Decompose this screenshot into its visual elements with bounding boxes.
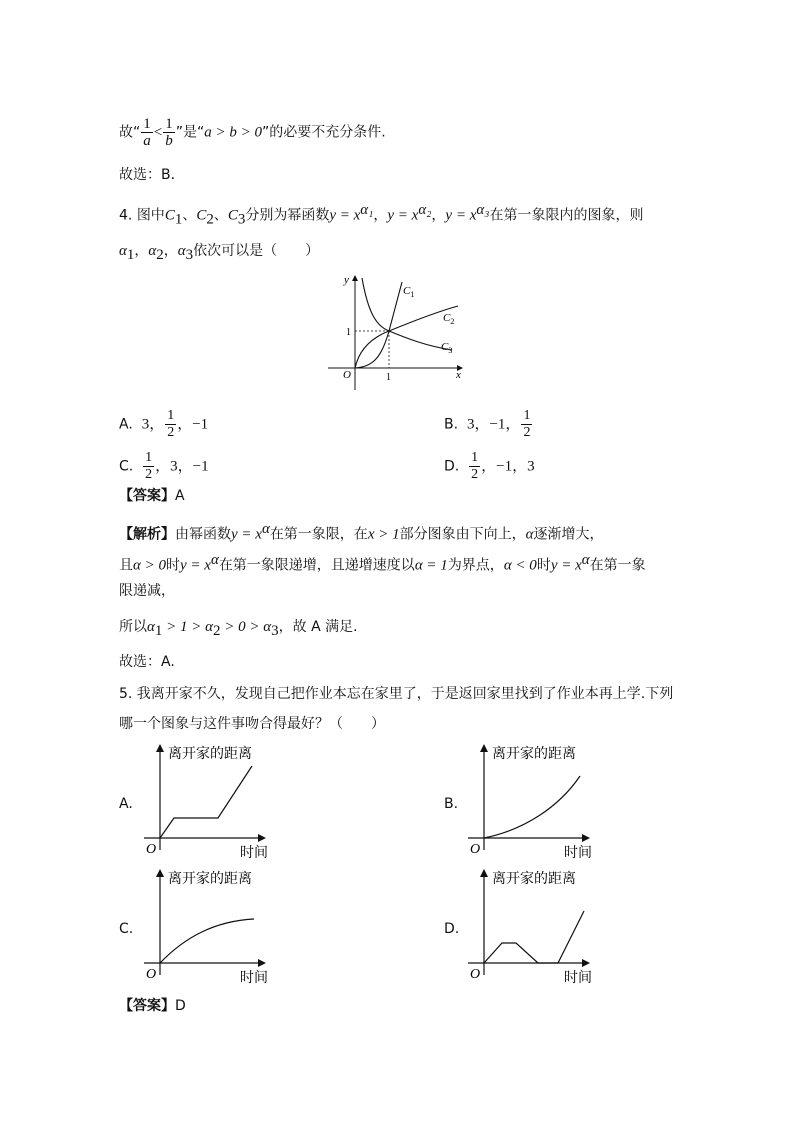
- axis-x-label: x: [456, 369, 461, 381]
- tick-y-1: 1: [346, 327, 351, 338]
- trace-c: [160, 919, 254, 963]
- q4-option-d[interactable]: D. $\frac{1}{2}$ ，−1，3: [444, 450, 535, 482]
- q5-stem-line2: 哪一个图象与这件事吻合得最好？（ ）: [119, 716, 385, 732]
- svg-text:时间: 时间: [564, 970, 592, 986]
- q4-stem-line1: 4. 图中$C_1$、$C_2$、$C_3$分别为幂函数$y = x^{\alpha_1}$，$y = x^{\alpha_2}$，$y = x^{\alpha_3}$在第一象限内的图象，则: [119, 202, 644, 228]
- svg-text:离开家的距离: 离开家的距离: [492, 871, 576, 887]
- q4-option-a[interactable]: A. 3， $\frac{1}{2}$ ，−1: [119, 408, 209, 440]
- line-choose-b: 故选：B．: [119, 167, 185, 183]
- q4-analysis-line3: 限递减，: [119, 583, 175, 599]
- trace-d: [484, 911, 584, 963]
- q5-graph-b[interactable]: [464, 742, 604, 862]
- q4-power-function-graph: [326, 272, 468, 394]
- q4-option-b[interactable]: B. 3，−1， $\frac{1}{2}$: [444, 408, 531, 440]
- q4-option-c[interactable]: C. $\frac{1}{2}$ ，3，−1: [119, 450, 209, 482]
- fraction-1-over-a: $\frac{1}{a}$: [143, 116, 151, 149]
- q5-graph-a[interactable]: [140, 742, 280, 862]
- q4-stem-line2: $\alpha_1$，$\alpha_2$，$\alpha_3$依次可以是（ ）: [119, 243, 320, 263]
- label-c3: $C_3$: [441, 341, 453, 355]
- svg-text:离开家的距离: 离开家的距离: [168, 871, 252, 887]
- q5-label-c[interactable]: C.: [119, 921, 134, 937]
- svg-text:离开家的距离: 离开家的距离: [492, 746, 576, 762]
- line-conclusion: 故“ $\frac{1}{a}$ < $\frac{1}{b}$ ”是“a > b > 0”的必要不充分条件.: [119, 116, 386, 149]
- q5-graph-d[interactable]: [464, 867, 604, 987]
- label-c1: $C_1$: [403, 285, 415, 299]
- svg-text:O: O: [470, 967, 481, 982]
- tick-x-1: 1: [386, 372, 391, 383]
- axis-y-label: y: [344, 274, 349, 286]
- origin-label: O: [343, 369, 351, 381]
- q5-answer: 【答案】D: [119, 998, 186, 1014]
- label-c2: $C_2$: [443, 312, 455, 326]
- q5-stem-line1: 5. 我离开家不久，发现自己把作业本忘在家里了，于是返回家里找到了作业本再上学.下列: [119, 686, 674, 702]
- trace-a: [160, 766, 252, 838]
- q5-label-b[interactable]: B.: [444, 796, 459, 812]
- svg-text:O: O: [470, 842, 481, 857]
- svg-text:O: O: [146, 842, 157, 857]
- curve-c1: [355, 282, 402, 368]
- svg-text:时间: 时间: [240, 845, 268, 861]
- q4-analysis-line4: 所以$\alpha_1 > 1 > \alpha_2 > 0 > \alpha_3$，故 A 满足.: [119, 619, 358, 639]
- fraction-1-over-b: $\frac{1}{b}$: [165, 116, 173, 149]
- q5-label-d[interactable]: D.: [444, 921, 460, 937]
- q4-answer: 【答案】A: [119, 488, 185, 504]
- trace-b: [484, 776, 580, 838]
- q5-label-a[interactable]: A.: [119, 796, 133, 812]
- q4-analysis-line2: 且α > 0时$y = x^\alpha$在第一象限递增，且递增速度以α = 1为界点，α < 0时$y = x^\alpha$在第一象: [119, 552, 646, 574]
- q4-analysis-line1: 【解析】由幂函数$y = x^\alpha$在第一象限，在x > 1部分图象由下向上，α逐渐增大，: [119, 521, 604, 543]
- svg-text:时间: 时间: [240, 970, 268, 986]
- svg-text:时间: 时间: [564, 845, 592, 861]
- svg-text:O: O: [146, 967, 157, 982]
- q5-graph-c[interactable]: [140, 867, 280, 987]
- q4-final: 故选：A.: [119, 654, 175, 670]
- svg-text:离开家的距离: 离开家的距离: [168, 746, 252, 762]
